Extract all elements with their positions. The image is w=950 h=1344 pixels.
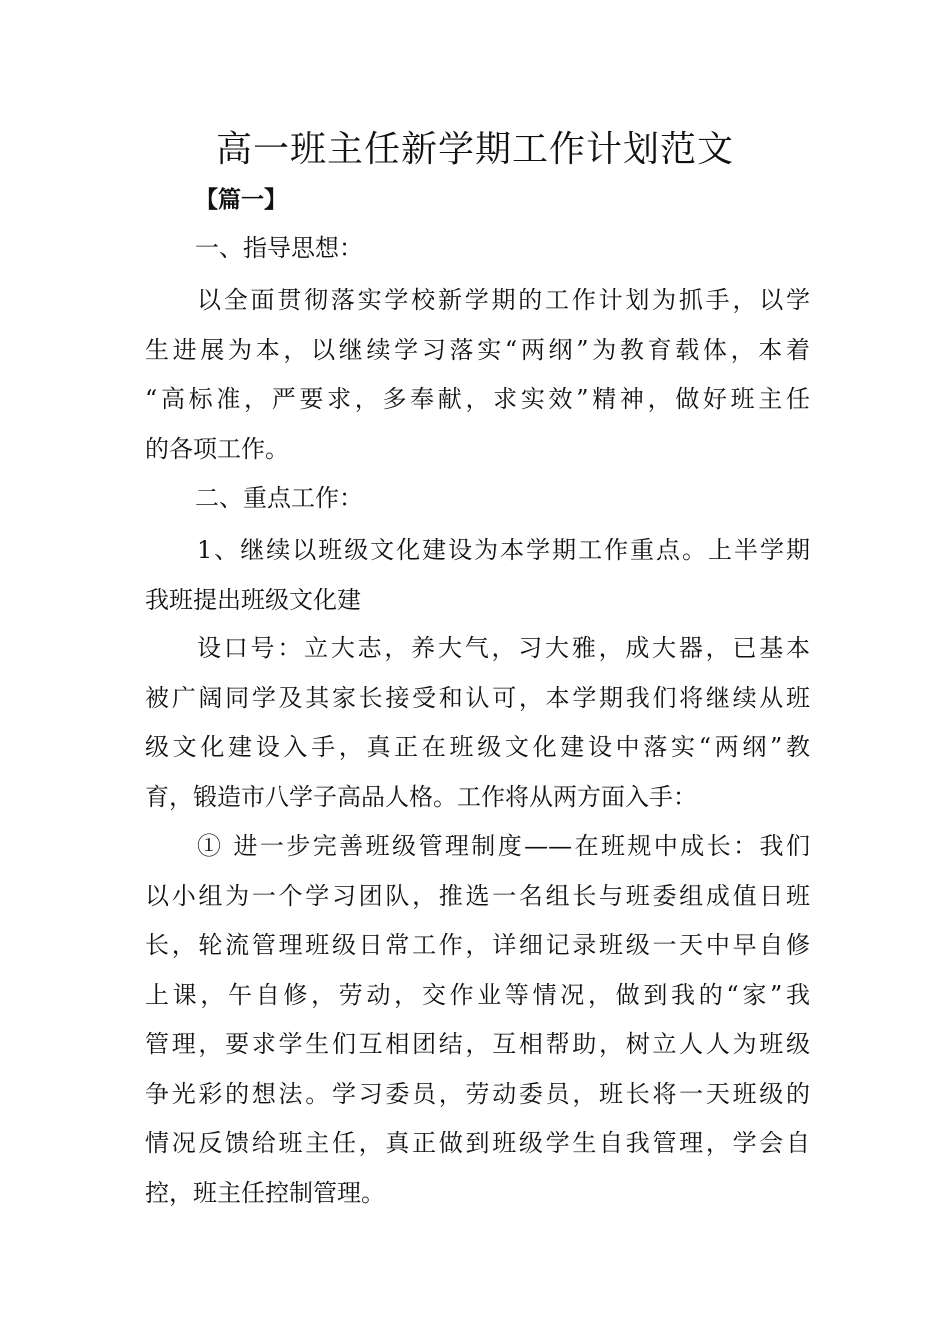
paragraph-line: 育，锻造市八学子高品人格。工作将从两方面入手： bbox=[145, 782, 697, 811]
paragraph-line: 级文化建设入手，真正在班级文化建设中落实“两纲”教 bbox=[145, 733, 810, 761]
section-tag: 【篇一】 bbox=[195, 186, 287, 213]
heading-key-work: 二、重点工作： bbox=[195, 484, 363, 512]
paragraph-line: 上课，午自修，劳动，交作业等情况，做到我的“家”我 bbox=[145, 980, 810, 1009]
paragraph-class-management bbox=[145, 822, 810, 1218]
paragraph-line: 控，班主任控制管理。 bbox=[145, 1178, 385, 1207]
paragraph-line: 生进展为本，以继续学习落实“两纲”为教育载体，本着 bbox=[145, 335, 810, 364]
paragraph-line: “高标准，严要求，多奉献，求实效”精神，做好班主任 bbox=[145, 385, 810, 413]
paragraph-line: 设口号：立大志，养大气，习大雅，成大器，已基本 bbox=[197, 634, 810, 662]
paragraph-class-slogan bbox=[145, 624, 810, 822]
paragraph-line: 的各项工作。 bbox=[145, 434, 289, 463]
heading-guiding-thought: 一、指导思想： bbox=[195, 234, 363, 262]
paragraph-guiding-thought bbox=[145, 276, 810, 474]
paragraph-line: 1、继续以班级文化建设为本学期工作重点。上半学期 bbox=[197, 536, 810, 564]
paragraph-line: 争光彩的想法。学习委员，劳动委员，班长将一天班级的 bbox=[145, 1079, 810, 1108]
paragraph-line: 情况反馈给班主任，真正做到班级学生自我管理，学会自 bbox=[145, 1129, 810, 1157]
paragraph-line: 长，轮流管理班级日常工作，详细记录班级一天中早自修 bbox=[145, 931, 810, 959]
paragraph-line: 管理，要求学生们互相团结，互相帮助，树立人人为班级 bbox=[145, 1030, 810, 1058]
document-title: 高一班主任新学期工作计划范文 bbox=[215, 129, 734, 170]
paragraph-line: 以全面贯彻落实学校新学期的工作计划为抓手，以学 bbox=[197, 286, 810, 314]
paragraph-line: ① 进一步完善班级管理制度——在班规中成长：我们 bbox=[197, 832, 810, 860]
paragraph-line: 以小组为一个学习团队，推选一名组长与班委组成值日班 bbox=[145, 881, 810, 910]
paragraph-line: 我班提出班级文化建 bbox=[145, 585, 361, 614]
paragraph-key-work-1 bbox=[145, 526, 810, 625]
paragraph-line: 被广阔同学及其家长接受和认可，本学期我们将继续从班 bbox=[145, 683, 810, 712]
